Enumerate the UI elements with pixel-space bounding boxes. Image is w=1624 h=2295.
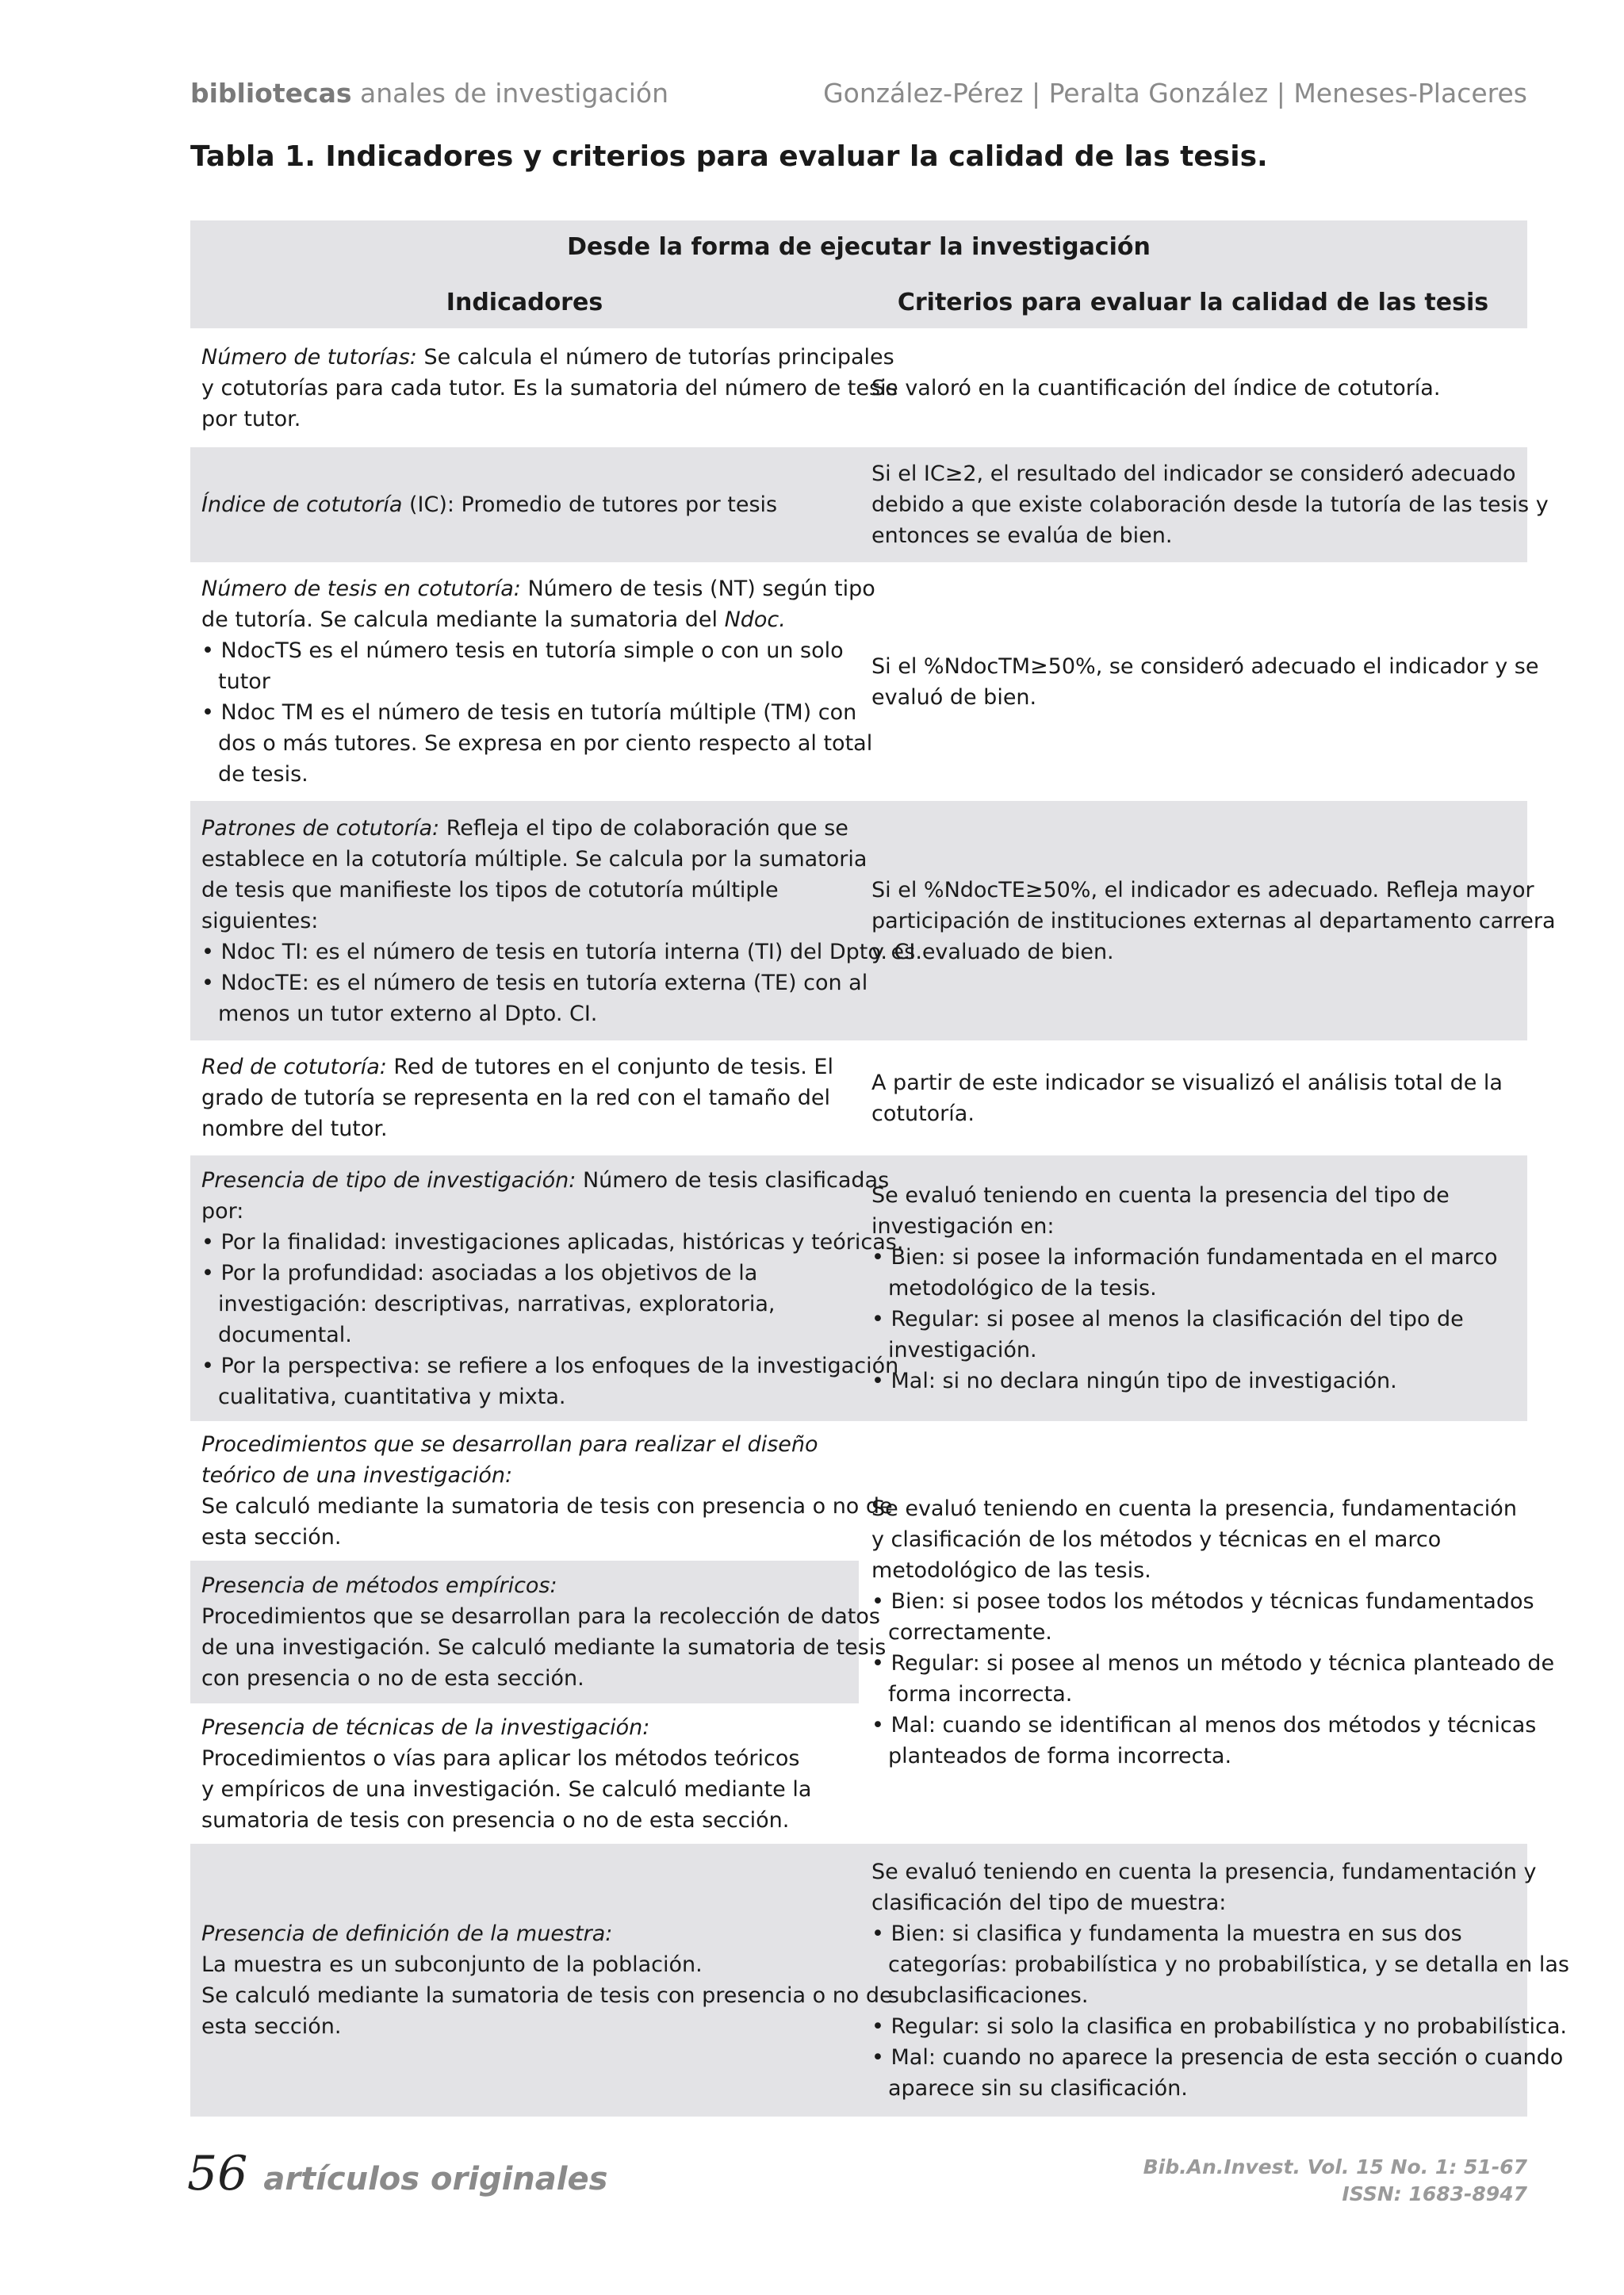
- criteria-text: • Mal: cuando no aparece la presencia de esta sección o cuando: [871, 2045, 1564, 2070]
- indicator-term: teórico de una investigación:: [201, 1463, 513, 1488]
- citation-line: Bib.An.Invest. Vol. 15 No. 1: 51-67: [1143, 2155, 1527, 2178]
- issn-line: ISSN: 1683-8947: [1342, 2182, 1527, 2205]
- indicator-text: grado de tutoría se representa en la red con el tamaño del: [201, 1086, 831, 1110]
- indicator-text: siguientes:: [201, 908, 319, 933]
- indicator-term: Índice de cotutoría: [201, 492, 403, 517]
- indicator-text: menos un tutor externo al Dpto. CI.: [218, 1001, 598, 1026]
- table-row: [190, 328, 1527, 447]
- indicators-table: [190, 220, 1569, 2117]
- indicator-text: Refleja el tipo de colaboración que se: [439, 815, 848, 841]
- indicator-text: Número de tesis clasificadas: [576, 1167, 890, 1193]
- page-footer-right: [1143, 2154, 1527, 2208]
- indicator-term: Patrones de cotutoría:: [201, 815, 440, 841]
- criteria-cell: [859, 447, 1549, 562]
- indicator-term: Presencia de tipo de investigación:: [201, 1167, 576, 1193]
- criteria-text: Se valoró en la cuantificación del índice de cotutoría.: [871, 375, 1441, 400]
- indicator-text: y empíricos de una investigación. Se calculó mediante la: [201, 1776, 812, 1802]
- criteria-cell: [859, 328, 1527, 447]
- criteria-text: participación de instituciones externas al departamento carrera: [871, 908, 1556, 933]
- journal-name-rest: anales de investigación: [351, 77, 669, 109]
- criteria-text: entonces se evalúa de bien.: [871, 523, 1173, 548]
- page-footer-left: [187, 2146, 607, 2201]
- criteria-text: correctamente.: [888, 1620, 1052, 1645]
- indicator-text: • Ndoc TM es el número de tesis en tutoría múltiple (TM) con: [201, 700, 857, 725]
- indicator-cell: [190, 1703, 859, 1844]
- table-row: [190, 447, 1549, 562]
- criteria-text: Si el IC≥2, el resultado del indicador se consideró adecuado: [871, 462, 1516, 486]
- indicator-text: de tutoría. Se calcula mediante la sumatoria del: [201, 607, 725, 632]
- indicator-cell: [190, 562, 875, 801]
- table-row: [190, 1844, 1569, 2117]
- indicator-text: con presencia o no de esta sección.: [201, 1666, 584, 1691]
- criteria-text: aparece sin su clasificación.: [888, 2076, 1188, 2101]
- criteria-text: Si el %NdocTE≥50%, el indicador es adecuado. Refleja mayor: [871, 877, 1534, 902]
- indicator-cell: [190, 1155, 904, 1421]
- indicator-cell: [190, 1844, 893, 2117]
- criteria-cell: [859, 1040, 1527, 1155]
- indicator-text: investigación: descriptivas, narrativas, exploratoria,: [218, 1291, 776, 1316]
- indicator-text: nombre del tutor.: [201, 1117, 388, 1141]
- indicator-text: • NdocTS es el número tesis en tutoría simple o con un solo: [201, 638, 844, 663]
- indicator-cell: [190, 1561, 887, 1703]
- indicator-cell: [190, 328, 898, 447]
- criteria-text: clasificación del tipo de muestra:: [871, 1891, 1227, 1915]
- column-header-indicators: Indicadores: [446, 289, 603, 316]
- indicator-text: • Ndoc TI: es el número de tesis en tutoría interna (TI) del Dpto. CI.: [201, 939, 922, 964]
- criteria-text: • Regular: si posee al menos un método y técnica planteado de: [871, 1651, 1555, 1676]
- criteria-text: metodológico de las tesis.: [871, 1558, 1151, 1583]
- criteria-cell: [859, 801, 1556, 1040]
- indicator-text: • Por la perspectiva: se refiere a los enfoques de la investigación: [201, 1353, 899, 1378]
- criteria-text: Si el %NdocTM≥50%, se consideró adecuado el indicador y se: [871, 653, 1539, 679]
- criteria-text: investigación.: [888, 1338, 1037, 1362]
- indicator-cell: [190, 1421, 893, 1561]
- indicator-text: Se calcula el número de tutorías principales: [416, 344, 894, 370]
- criteria-text: subclasificaciones.: [888, 1983, 1089, 2008]
- indicator-text: esta sección.: [201, 2014, 342, 2039]
- criteria-cell: [859, 1421, 1555, 1844]
- criteria-text: Se evaluó teniendo en cuenta la presencia, fundamentación: [871, 1496, 1517, 1521]
- criteria-text: planteados de forma incorrecta.: [888, 1744, 1232, 1768]
- criteria-text: Se evaluó teniendo en cuenta la presencia del tipo de: [871, 1183, 1450, 1208]
- indicator-text: tutor: [218, 669, 270, 694]
- criteria-text: • Regular: si posee al menos la clasificación del tipo de: [871, 1307, 1464, 1331]
- criteria-cell: [859, 1844, 1569, 2117]
- table-row: [190, 1040, 1527, 1155]
- indicator-text: • NdocTE: es el número de tesis en tutoría externa (TE) con al: [201, 970, 868, 995]
- section-label: artículos originales: [263, 2161, 608, 2197]
- criteria-cell: [859, 1155, 1527, 1421]
- indicator-term: Ndoc.: [724, 607, 786, 632]
- indicator-text: sumatoria de tesis con presencia o no de esta sección.: [201, 1807, 790, 1833]
- indicator-text: dos o más tutores. Se expresa en por ciento respecto al total: [218, 731, 873, 756]
- indicator-text: de tesis.: [218, 762, 308, 787]
- table-group-title: Desde la forma de ejecutar la investigación: [567, 233, 1151, 261]
- table-row-merged: [190, 1421, 1555, 1844]
- criteria-text: • Regular: si solo la clasifica en probabilística y no probabilística.: [871, 2014, 1567, 2039]
- indicator-text: Procedimientos que se desarrollan para la recolección de datos: [201, 1604, 880, 1629]
- criteria-cell: [859, 562, 1539, 801]
- authors-line: González-Pérez | Peralta González | Meneses-Placeres: [823, 77, 1527, 109]
- indicator-text: documental.: [218, 1322, 352, 1347]
- criteria-text: cotutoría.: [871, 1101, 975, 1126]
- indicator-text: La muestra es un subconjunto de la población.: [201, 1952, 703, 1977]
- criteria-text: • Mal: cuando se identifican al menos dos métodos y técnicas: [871, 1713, 1537, 1738]
- indicator-text: cualitativa, cuantitativa y mixta.: [218, 1384, 566, 1409]
- criteria-text: forma incorrecta.: [888, 1682, 1073, 1707]
- indicator-cell: [190, 447, 859, 562]
- criteria-text: • Mal: si no declara ningún tipo de investigación.: [871, 1369, 1397, 1393]
- criteria-text: y clasificación de los métodos y técnicas en el marco: [871, 1527, 1442, 1552]
- indicator-cell: [190, 801, 922, 1040]
- criteria-text: • Bien: si posee todos los métodos y técnicas fundamentados: [871, 1589, 1534, 1614]
- indicator-term: Número de tesis en cotutoría:: [201, 577, 521, 601]
- indicator-term: Número de tutorías:: [201, 344, 417, 370]
- indicator-text: Red de tutores en el conjunto de tesis. El: [386, 1055, 833, 1079]
- indicator-text: por tutor.: [201, 406, 301, 431]
- indicator-text: • Por la finalidad: investigaciones aplicadas, históricas y teóricas.: [201, 1229, 904, 1255]
- indicator-term: Presencia de métodos empíricos:: [201, 1573, 557, 1598]
- criteria-text: Se evaluó teniendo en cuenta la presencia, fundamentación y: [871, 1860, 1537, 1884]
- journal-name: [190, 78, 668, 109]
- criteria-text: y es evaluado de bien.: [871, 939, 1114, 964]
- indicator-text: y cotutorías para cada tutor. Es la sumatoria del número de tesis: [201, 375, 898, 400]
- indicator-text: (IC): Promedio de tutores por tesis: [402, 492, 778, 517]
- indicator-text: de una investigación. Se calculó mediante la sumatoria de tesis: [201, 1635, 887, 1660]
- indicator-text: de tesis que manifieste los tipos de cotutoría múltiple: [201, 877, 779, 902]
- page-number: 56: [187, 2146, 248, 2201]
- table-caption: Tabla 1. Indicadores y criterios para evaluar la calidad de las tesis.: [190, 140, 1268, 173]
- criteria-text: • Bien: si clasifica y fundamenta la muestra en sus dos: [871, 1921, 1462, 1946]
- indicator-text: establece en la cotutoría múltiple. Se calcula por la sumatoria: [201, 846, 868, 872]
- column-header-criteria: Criterios para evaluar la calidad de las tesis: [897, 289, 1489, 316]
- table-row: [190, 1155, 1527, 1421]
- indicator-cell: [190, 1040, 859, 1155]
- indicator-term: Presencia de definición de la muestra:: [201, 1921, 613, 1946]
- indicator-text: • Por la profundidad: asociadas a los objetivos de la: [201, 1260, 758, 1285]
- criteria-text: categorías: probabilística y no probabilística, y se detalla en las: [888, 1952, 1569, 1977]
- indicator-term: Red de cotutoría:: [201, 1055, 387, 1079]
- criteria-text: investigación en:: [871, 1214, 1055, 1239]
- journal-name-bold: bibliotecas: [190, 77, 352, 109]
- table-header: [190, 220, 1527, 328]
- indicator-text: Procedimientos o vías para aplicar los métodos teóricos: [201, 1745, 800, 1771]
- indicator-text: Número de tesis (NT) según tipo: [520, 577, 875, 601]
- table-row: [190, 801, 1556, 1040]
- criteria-text: debido a que existe colaboración desde la tutoría de las tesis y: [871, 492, 1549, 517]
- indicator-text: esta sección.: [201, 1525, 342, 1550]
- criteria-text: • Bien: si posee la información fundamentada en el marco: [871, 1245, 1498, 1270]
- running-header: [190, 73, 1527, 113]
- table-row: [190, 562, 1539, 801]
- indicator-term: Procedimientos que se desarrollan para realizar el diseño: [201, 1432, 818, 1457]
- indicator-stack: [190, 1421, 893, 1844]
- criteria-text: A partir de este indicador se visualizó el análisis total de la: [871, 1070, 1503, 1095]
- indicator-text: Se calculó mediante la sumatoria de tesis con presencia o no de: [201, 1494, 893, 1519]
- indicator-text: por:: [201, 1198, 244, 1224]
- indicator-text: Se calculó mediante la sumatoria de tesis con presencia o no de: [201, 1983, 893, 2008]
- criteria-text: evaluó de bien.: [871, 684, 1037, 710]
- indicator-term: Presencia de técnicas de la investigación:: [201, 1715, 650, 1740]
- criteria-text: metodológico de la tesis.: [888, 1276, 1157, 1301]
